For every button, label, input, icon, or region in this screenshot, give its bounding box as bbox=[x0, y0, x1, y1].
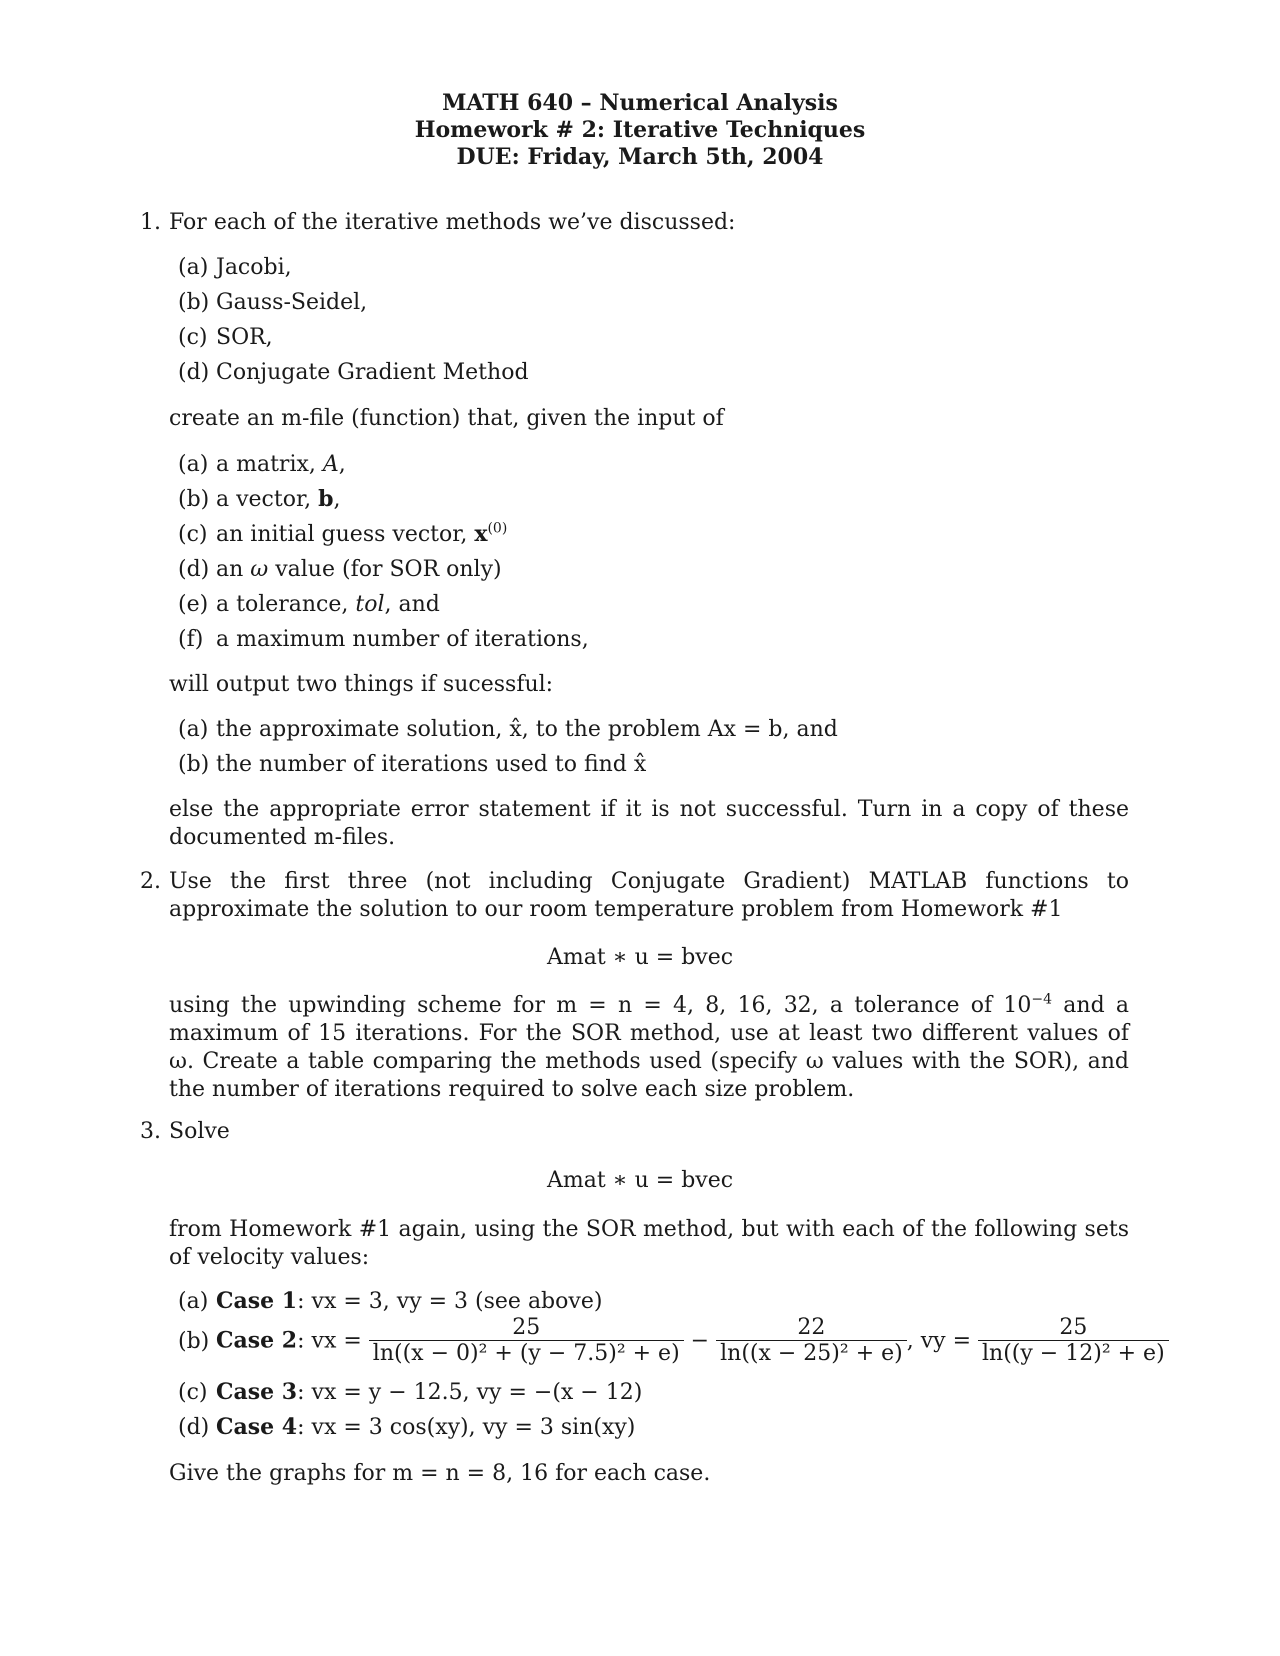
q3-closing: Give the graphs for m = n = 8, 16 for each case. bbox=[169, 1461, 711, 1486]
q3-body: from Homework #1 again, using the SOR method, but with each of the following sets of velocity values: bbox=[169, 1217, 1129, 1270]
case-item: (d) Case 4: vx = 3 cos(xy), vy = 3 sin(xy) bbox=[178, 1414, 636, 1440]
q2-body: using the upwinding scheme for m = n = 4, 8, 16, 32, a tolerance of $10^{-4}$ and a maximum of 15 iterations. For the SOR method, use at least two different values of ω. Create a table comparing the methods used (specify ω values with the SOR), and the number of iterations required to solve each size problem. bbox=[169, 991, 1129, 1102]
due-date: DUE: Friday, March 5th, 2004 bbox=[456, 144, 824, 170]
q3-intro: Solve bbox=[169, 1119, 230, 1144]
case-item: (b) Case 2: vx = $\frac{25}{\text{ln((x − 0)² + (y − 7.5)² + e)}}$ − $\frac{22}{\text{ln((x − 25)² + e)}}$ , vy = $\frac{25}{\text{ln((y − 12)² + e)}}$ bbox=[178, 1316, 1169, 1367]
q1-number: 1. bbox=[140, 210, 161, 235]
output-item: (a) the approximate solution, x̂, to the problem Ax = b, and bbox=[178, 717, 838, 742]
q2-equation: Amat ∗ u = bvec bbox=[546, 945, 734, 970]
q3-number: 3. bbox=[140, 1119, 161, 1144]
fraction: $\frac{22}{\text{ln((x − 25)² + e)}}$ bbox=[716, 1316, 907, 1367]
q2-text: Use the first three (not including Conjugate Gradient) MATLAB functions to approximate the solution to our room temperature problem from Homework #1 bbox=[169, 869, 1129, 922]
case-item: (a) Case 1: vx = 3, vy = 3 (see above) bbox=[178, 1288, 603, 1314]
method-item: (d) Conjugate Gradient Method bbox=[178, 360, 529, 385]
input-item: (c) an initial guess vector, $x^{(0)}$ bbox=[178, 520, 508, 547]
q3-equation: Amat ∗ u = bvec bbox=[546, 1168, 734, 1193]
fraction: $\frac{25}{\text{ln((x − 0)² + (y − 7.5)² + e)}}$ bbox=[369, 1316, 684, 1367]
q2-number: 2. bbox=[140, 869, 161, 894]
input-item: (f) a maximum number of iterations, bbox=[178, 627, 589, 652]
course-title: MATH 640 – Numerical Analysis bbox=[442, 90, 838, 116]
input-item: (a) a matrix, A, bbox=[178, 452, 346, 477]
homework-title: Homework # 2: Iterative Techniques bbox=[414, 117, 866, 143]
output-item: (b) the number of iterations used to find x̂ bbox=[178, 752, 647, 777]
create-mfile-text: create an m-file (function) that, given the input of bbox=[169, 406, 724, 431]
q1-intro: For each of the iterative methods we’ve discussed: bbox=[169, 210, 736, 235]
case-item: (c) Case 3: vx = y − 12.5, vy = −(x − 12) bbox=[178, 1379, 643, 1405]
method-item: (c) SOR, bbox=[178, 325, 273, 350]
input-item: (b) a vector, b, bbox=[178, 486, 341, 512]
method-item: (a) Jacobi, bbox=[178, 255, 292, 280]
output-intro: will output two things if sucessful: bbox=[169, 672, 554, 697]
q1-else-text: else the appropriate error statement if it is not successful. Turn in a copy of these documented m-files. bbox=[169, 797, 1129, 850]
input-item: (e) a tolerance, tol, and bbox=[178, 592, 440, 617]
fraction: $\frac{25}{\text{ln((y − 12)² + e)}}$ bbox=[978, 1316, 1169, 1367]
method-item: (b) Gauss-Seidel, bbox=[178, 290, 368, 315]
input-item: (d) an ω value (for SOR only) bbox=[178, 557, 502, 582]
